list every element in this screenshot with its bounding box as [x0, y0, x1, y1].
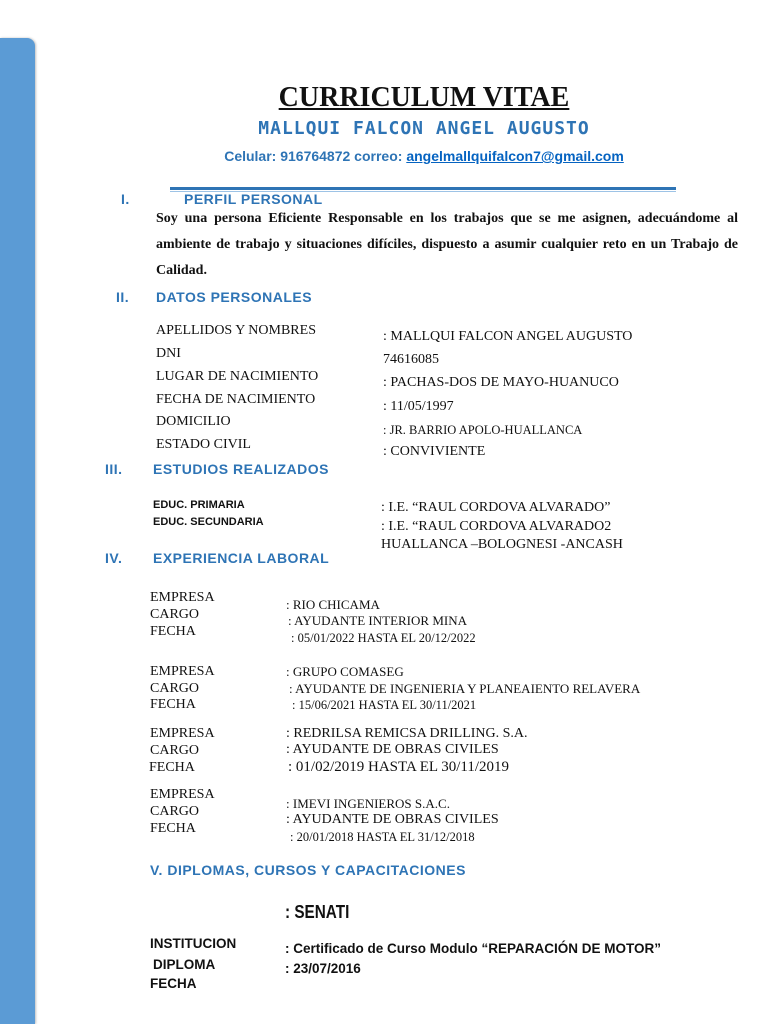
- section-number: IV.: [105, 550, 123, 566]
- job-cargo: : AYUDANTE INTERIOR MINA: [288, 613, 467, 628]
- section-title: PERFIL PERSONAL: [184, 191, 323, 207]
- estudios-label: EDUC. SECUNDARIA: [153, 516, 264, 528]
- job-fecha: : 15/06/2021 HASTA EL 30/11/2021: [292, 698, 477, 712]
- diploma-value: : Certificado de Curso Modulo “REPARACIÓN DE MOTOR”: [285, 941, 662, 956]
- datos-value: : CONVIVIENTE: [383, 444, 486, 459]
- estudios-value: : I.E. “RAUL CORDOVA ALVARADO2: [381, 519, 612, 534]
- datos-label: ESTADO CIVIL: [156, 437, 251, 452]
- section-number: III.: [105, 461, 123, 477]
- section-datos-heading: [116, 289, 312, 305]
- datos-value: : MALLQUI FALCON ANGEL AUGUSTO: [383, 329, 633, 344]
- contact-phone: Celular: 916764872 correo:: [224, 148, 407, 164]
- datos-label: LUGAR DE NACIMIENTO: [156, 369, 319, 384]
- senati-value: : SENATI: [285, 902, 350, 922]
- job-empresa: : IMEVI INGENIEROS S.A.C.: [286, 796, 450, 811]
- left-sidebar-bar: [0, 38, 35, 1024]
- job-label-cargo: CARGO: [150, 681, 200, 696]
- cv-title: CURRICULUM VITAE: [278, 82, 570, 113]
- job-empresa: : REDRILSA REMICSA DRILLING. S.A.: [286, 726, 528, 741]
- datos-value: : 11/05/1997: [383, 399, 454, 414]
- job-label-fecha: FECHA: [150, 697, 196, 712]
- job-fecha: : 20/01/2018 HASTA EL 31/12/2018: [290, 830, 475, 844]
- job-label-empresa: EMPRESA: [150, 787, 215, 802]
- section-title: ESTUDIOS REALIZADOS: [153, 461, 329, 477]
- datos-value: 74616085: [383, 352, 439, 367]
- job-label-cargo: CARGO: [150, 804, 200, 819]
- job-cargo: : AYUDANTE DE INGENIERIA Y PLANEAIENTO RELAVERA: [289, 681, 641, 696]
- datos-label: DOMICILIO: [156, 414, 231, 429]
- job-cargo: : AYUDANTE DE OBRAS CIVILES: [286, 812, 499, 827]
- job-label-empresa: EMPRESA: [150, 590, 215, 605]
- job-label-fecha: FECHA: [149, 760, 195, 775]
- section-perfil-heading: [121, 191, 323, 207]
- email-link[interactable]: angelmallquifalcon7@gmail.com: [406, 148, 624, 164]
- section-number: I.: [121, 191, 130, 207]
- estudios-value: HUALLANCA –BOLOGNESI -ANCASH: [381, 537, 623, 552]
- job-label-fecha: FECHA: [150, 624, 196, 639]
- section-title: EXPERIENCIA LABORAL: [153, 550, 330, 566]
- contact-line: [0, 148, 768, 164]
- job-label-empresa: EMPRESA: [150, 664, 215, 679]
- diploma-label-fecha: FECHA: [150, 976, 197, 991]
- job-label-empresa: EMPRESA: [150, 726, 215, 741]
- job-cargo: : AYUDANTE DE OBRAS CIVILES: [286, 742, 499, 757]
- diploma-label-institucion: INSTITUCION: [150, 936, 237, 951]
- job-empresa: : RIO CHICAMA: [286, 597, 380, 612]
- datos-value: : JR. BARRIO APOLO-HUALLANCA: [383, 423, 583, 437]
- section-estudios-heading: [105, 461, 329, 477]
- estudios-value: : I.E. “RAUL CORDOVA ALVARADO”: [381, 500, 611, 515]
- datos-value: : PACHAS-DOS DE MAYO-HUANUCO: [383, 375, 619, 390]
- datos-label: DNI: [156, 346, 181, 361]
- job-fecha: : 05/01/2022 HASTA EL 20/12/2022: [291, 631, 476, 645]
- job-empresa: : GRUPO COMASEG: [286, 664, 404, 679]
- job-label-fecha: FECHA: [150, 821, 196, 836]
- datos-label: FECHA DE NACIMIENTO: [156, 392, 316, 407]
- section-experiencia-heading: [105, 550, 329, 566]
- estudios-label: EDUC. PRIMARIA: [153, 499, 245, 511]
- section-number: II.: [116, 289, 130, 305]
- header-divider: [170, 187, 676, 190]
- job-label-cargo: CARGO: [150, 743, 200, 758]
- candidate-name: MALLQUI FALCON ANGEL AUGUSTO: [258, 118, 590, 139]
- diploma-fecha-value: : 23/07/2016: [285, 961, 361, 976]
- job-fecha: : 01/02/2019 HASTA EL 30/11/2019: [288, 759, 510, 775]
- datos-label: APELLIDOS Y NOMBRES: [156, 323, 316, 338]
- perfil-text: Soy una persona Eficiente Responsable en los trabajos que se me asignen, adecuándome al ambiente de trabajo y situaciones difíciles, dispuesto a asumir cualquier reto en un Trabajo de Calidad.: [156, 211, 738, 278]
- section-title: DATOS PERSONALES: [156, 289, 313, 305]
- job-label-cargo: CARGO: [150, 607, 200, 622]
- section-diplomas-heading: V. DIPLOMAS, CURSOS Y CAPACITACIONES: [150, 862, 466, 878]
- diploma-label-diploma: DIPLOMA: [153, 957, 216, 972]
